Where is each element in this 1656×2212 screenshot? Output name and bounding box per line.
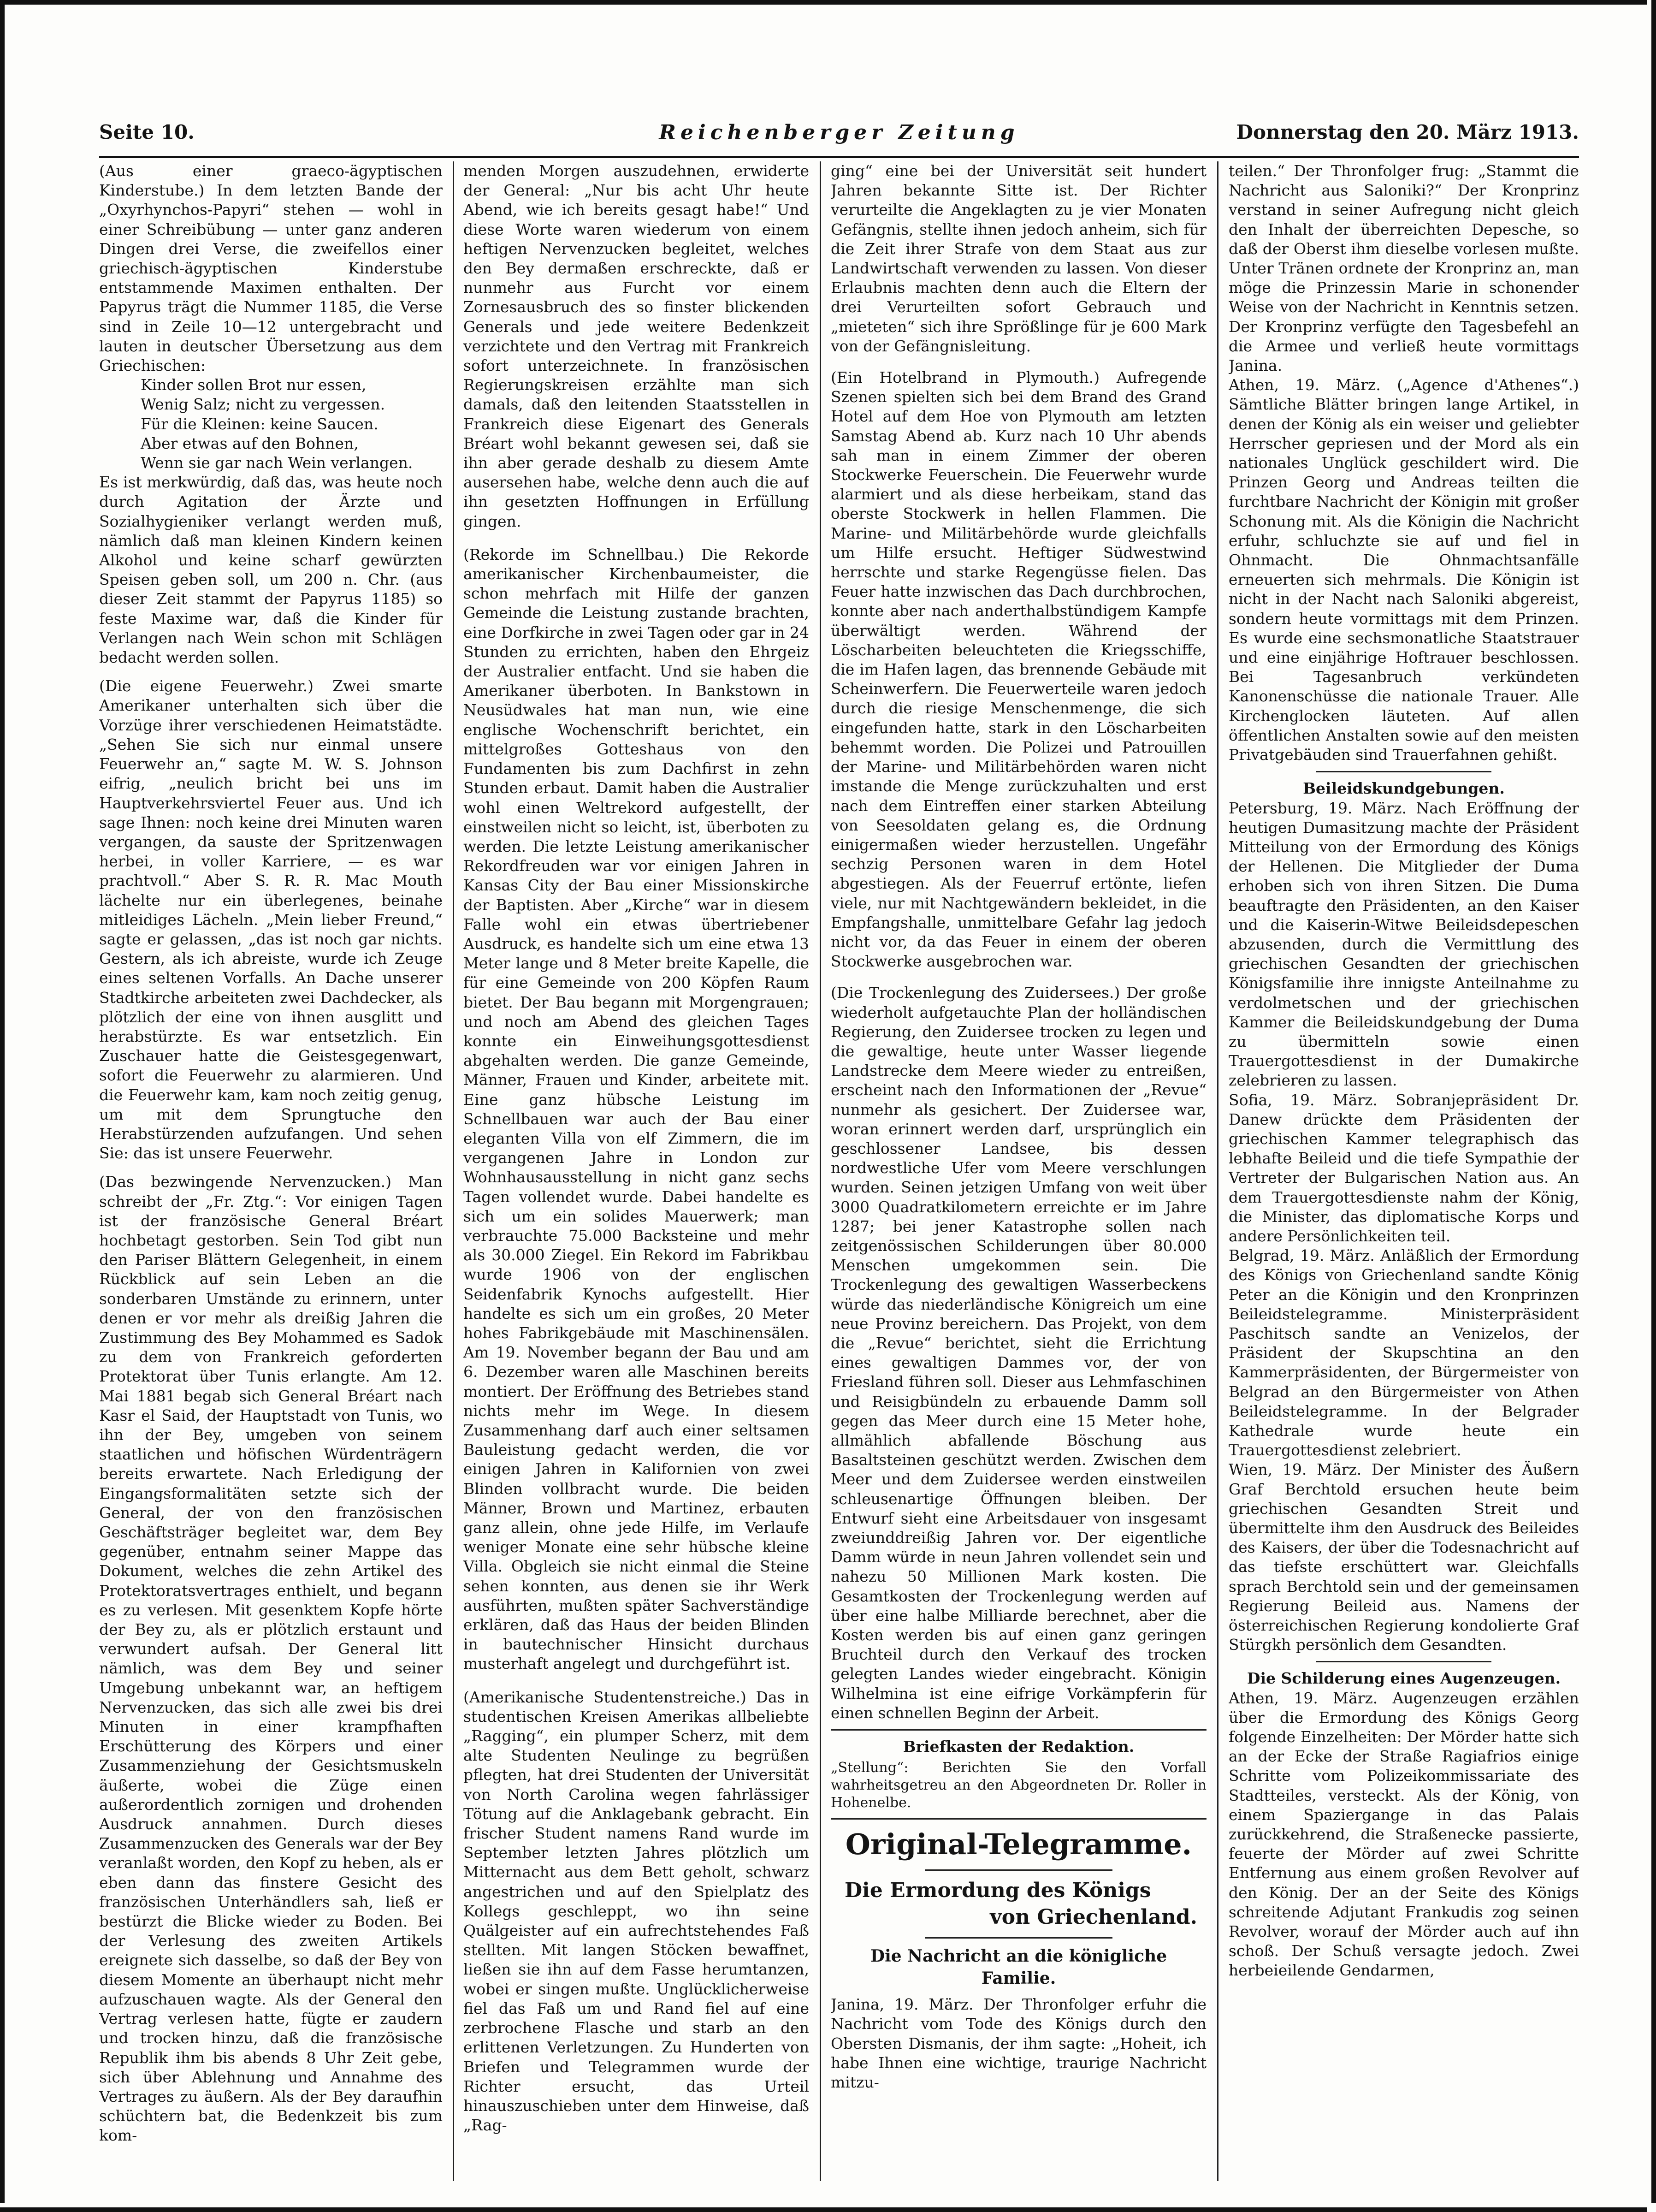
headline-line-1: Die Ermordung des Königs [845,1879,1151,1903]
beileid-heading: Beileidskundgebungen. [1303,779,1505,798]
page-header [99,121,1579,153]
telegram-belgrad: Belgrad, 19. März. Anläßlich der Ermordung des Königs von Griechenland sandte König Peter an die Königin und den Kronprinzen Beileidstelegramme. Ministerpräsident Paschitsch sandte an Venizelos, der Präsident der Skupschtina an den Kammerpräsidenten, der Bürgermeister von Belgrad an den Bürgermeister von Athen Beileidstelegramme. In der Belgrader Kathedrale wurde heute ein Trauergottesdienst zelebriert. [1229,1246,1579,1459]
poem-line: Wenig Salz; nicht zu vergessen. [141,395,385,414]
augenzeuge-heading: Die Schilderung eines Augenzeugen. [1247,1669,1561,1688]
article-feuerwehr: (Die eigene Feuerwehr.) Zwei smarte Amerikaner unterhalten sich über die Vorzüge ihrer verschiedenen Heimatstädte. „Sehen Sie sich nur einmal unsere Feuerwehr an,“ sagte M. W. S. Johnson eifrig, „neulich bricht bei uns im Hauptverkehrsviertel Feuer aus. Und ich sage Ihnen: noch keine drei Minuten waren vergangen, da sauste der Spritzenwagen herbei, in voller Karriere, — es war prachtvoll.“ Aber S. R. R. Mac Mouth lächelte nur ein überlegenes, beinahe mitleidiges Lächeln. „Mein lieber Freund,“ sagte er gelassen, „das ist noch gar nichts. Gestern, als ich abreiste, wurde ich Zeuge eines seltenen Vorfalls. An Dache unserer Stadtkirche arbeiteten zwei Dachdecker, als plötzlich der eine von ihnen ausglitt und herabstürzte. Es war entsetzlich. Ein Zuschauer hatte die Geistesgegenwart, sofort die Feuerwehr zu alarmieren. Und die Feuerwehr kam, kam noch zeitig genug, um mit dem Sprungtuche den Herabstürzenden aufzufangen. Und sehen Sie: das ist unsere Feuerwehr. [99,677,443,1162]
section-rule [1316,1661,1491,1662]
poem-line: Aber etwas auf den Bohnen, [141,434,359,452]
page-border-right [1651,0,1656,2203]
headline-line-2: von Griechenland. [990,1905,1197,1929]
column-separator [453,161,454,2181]
telegram-augenzeuge: Athen, 19. März. Augenzeugen erzählen über die Ermordung des Königs Georg folgende Einzelheiten: Der Mörder hatte sich an der Ecke der Straße Ragiafrios einige Schritte vom Polizeikommissariate des Stadtteiles, versteckt. Als der König, von einem Spaziergange in das Palais zurückkehrend, die Straßenecke passierte, feuerte der Mörder auf zwei Schritte Entfernung aus einem großen Revolver auf den König. Der an der Seite des Königs schreitende Adjutant Frankudis zog seinen Revolver, worauf der Mörder auch auf ihn schoß. Der Schuß versagte jedoch. Zwei herbeieilende Gendarmen, [1229,1689,1579,1980]
article-zuidersee: (Die Trockenlegung des Zuidersees.) Der große wiederholt aufgetauchte Plan der holländischen Regierung, den Zuidersee trocken zu legen und die gewaltige, heute unter Wasser liegende Landstrecke dem Meere wieder zu entreißen, erscheint nach den Informationen der „Revue“ nunmehr als gesichert. Der Zuidersee war, woran erinnert werden darf, ursprünglich ein geschlossener Landsee, bis dessen nordwestliche Ufer vom Meere verschlungen wurden. Seinen jetzigen Umfang von weit über 3000 Quadratkilometern erreichte er im Jahre 1287; bei jener Katastrophe sollen nach zeitgenössischen Schilderungen über 80.000 Menschen umgekommen sein. Die Trockenlegung des gewaltigen Wasserbeckens würde das niederländische Königreich um eine neue Provinz bereichern. Das Projekt, von dem die „Revue“ berichtet, sieht die Errichtung eines gewaltigen Dammes vor, der von Friesland führen soll. Dieser aus Lehmfaschinen und Reisigbündeln zu erbauende Damm soll gegen das Meer durch eine 15 Meter hohe, allmählich abfallende Böschung aus Basaltsteinen geschützt werden. Zwischen dem Meer und dem Zuidersee werden einstweilen schleusenartige Öffnungen bleiben. Der Entwurf sieht eine Arbeitsdauer von insgesamt zweiunddreißig Jahren vor. Der eigentliche Damm würde in neun Jahren vollendet sein und nahezu 50 Millionen Mark kosten. Die Gesamtkosten der Trockenlegung werden auf über eine halbe Milliarde berechnet, aber die Kosten werden bis auf einen ganz geringen Bruchteil durch den Verkauf des trocken gelegten Landes wieder eingebracht. Königin Wilhelmina ist eine eifrige Vorkämpferin für einen schnellen Beginn der Arbeit. [831,984,1207,1722]
telegram-sofia: Sofia, 19. März. Sobranjepräsident Dr. Danew drückte dem Präsidenten der griechischen Kammer telegraphisch das lebhafte Beileid und die tiefe Sympathie der Vertreter der Bulgarischen Nation aus. An dem Trauergottesdienste nahm der König, die Minister, das diplomatische Korps und andere Persönlichkeiten teil. [1229,1091,1579,1245]
article-schnellbau: (Rekorde im Schnellbau.) Die Rekorde amerikanischer Kirchenbaumeister, die schon mehrfach mit Hilfe der ganzen Gemeinde die Leistung zustande brachten, eine Dorfkirche in zwei Tagen oder gar in 24 Stunden zu errichten, haben den Ehrgeiz der Australier entfacht. Und sie haben die Amerikaner überboten. In Bankstown in Neusüdwales hat man nun, wie eine englische Wochenschrift berichtet, ein mittelgroßes Gotteshaus von den Fundamenten bis zum Dachfirst in zehn Stunden erbaut. Damit haben die Australier wohl einen Weltrekord aufgestellt, der einstweilen nicht so leicht, ist, überboten zu werden. Die letzte Leistung amerikanischer Rekordfreuden war vor einigen Jahren in Kansas City der Bau einer Missionskirche der Baptisten. Aber „Kirche“ war in diesem Falle wohl ein etwas übertriebener Ausdruck, es handelte sich um eine etwa 13 Meter lange und 8 Meter breite Kapelle, die für eine Gemeinde von 200 Köpfen Raum bietet. Der Bau begann mit Morgengrauen; und noch am Abend des gleichen Tages konnte ein Einweihungsgottesdienst abgehalten werden. Die ganze Gemeinde, Männer, Frauen und Kinder, arbeitete mit. Eine ganz hübsche Leistung im Schnellbauen war auch der Bau einer eleganten Villa von elf Zimmern, die im vergangenen Jahre in London zur Wohnhausausstellung in nicht ganz sechs Tagen vollendet wurde. Dabei handelte es sich um ein solides Mauerwerk; man verbrauchte 75.000 Backsteine und mehr als 30.000 Ziegel. Ein Rekord im Fabrikbau wurde 1906 von der englischen Seidenfabrik Kynochs aufgestellt. Hier handelte es sich um ein großes, 20 Meter hohes Fabrikgebäude mit Maschinensälen. Am 19. November begann der Bau und am 6. Dezember waren alle Maschinen bereits montiert. Der Eröffnung des Betriebes stand nichts mehr im Wege. In diesem Zusammenhang darf auch einer seltsamen Bauleistung gedacht werden, die vor einigen Jahren in Kalifornien von zwei Blinden vollbracht wurde. Die beiden Männer, Brown und Martinez, erbauten ganz allein, ohne jede Hilfe, im Verlaufe weniger Monate eine sehr hübsche kleine Villa. Obgleich sie nicht einmal die Steine sehen konnten, aus denen sie ihr Werk ausführten, mußten später Sachverständige erklären, daß das Haus der beiden Blinden in bautechnischer Hinsicht durchaus musterhaft angelegt und durchgeführt ist. [463,545,809,1673]
article-continuation: menden Morgen auszudehnen, erwiderte der General: „Nur bis acht Uhr heute Abend, wie ich bereits gesagt habe!“ Und diese Worte waren wiederum von einem heftigen Nervenzucken begleitet, welches den Bey dermaßen erschreckte, daß er nunmehr aus Furcht vor einem Zornesausbruch des so finster blickenden Generals und jede weitere Bedenkzeit verzichtete und den Vertrag mit Frankreich sofort unterzeichnete. In französischen Regierungskreisen erzählte man sich damals, daß den leitenden Staatsstellen in Frankreich diese Eigenart des Generals Bréart wohl bekannt gewesen sei, daß sie ihn aber gerade deshalb zu diesem Amte ausersehen habe, welche denn auch die auf ihn gesetzten Hoffnungen in Erfüllung gingen. [463,162,809,530]
masthead: Reichenberger Zeitung [659,121,1019,144]
telegramme-title: Original-Telegramme. [845,1827,1192,1862]
poem-line: Wenn sie gar nach Wein verlangen. [141,454,413,472]
page-number: Seite 10. [99,121,195,143]
telegram-athen: Athen, 19. März. („Agence d'Athenes“.) Sämtliche Blätter bringen lange Artikel, in denen der König als ein weiser und geliebter Herrscher gepriesen und der Mord als ein nationales Unglück geschildert wird. Die Prinzen Georg und Andreas teilten die furchtbare Nachricht der Königin mit großer Schonung mit. Als die Königin die Nachricht erfuhr, schluchzte sie auf und fiel in Ohnmacht. Die Ohnmachtsanfälle erneuerten sich mehrmals. Die Königin ist nicht in der Nacht nach Saloniki abgereist, sondern heute vormittags mit dem Prinzen. Es wurde eine sechsmonatliche Staatstrauer und eine einjährige Hoftrauer beschlossen. Bei Tagesanbruch verkündeten Kanonenschüsse die nationale Trauer. Alle Kirchenglocken läuteten. Auf allen öffentlichen Anstalten sowie auf den meisten Privatgebäuden sind Trauerfahnen gehißt. [1229,376,1579,764]
column-3 [831,161,1207,2181]
article-studentenstreiche: (Amerikanische Studentenstreiche.) Das in studentischen Kreisen Amerikas allbeliebte „Ragging“, ein plumper Scherz, mit dem alte Studenten Neulinge zu begrüßen pflegten, hat drei Studenten der Universität von North Carolina wegen fahrlässiger Tötung auf die Anklagebank gebracht. Ein frischer Student namens Rand wurde im September letzten Jahres plötzlich um Mitternacht aus dem Bett geholt, schwarz angestrichen und auf den Spielplatz des Kollegs geschleppt, wo ihn seine Quälgeister auf ein aufrechtstehendes Faß stellten. Mit langen Stöcken bewaffnet, ließen sie ihn auf dem Fasse herumtanzen, wobei er singen mußte. Unglücklicherweise fiel das Faß um und Rand fiel auf eine zerbrochene Flasche und starb an den erlittenen Verletzungen. Zu Hunderten von Briefen und Telegrammen wurde der Richter ersucht, das Urteil hinauszuschieben unter dem Hinweise, daß „Rag- [463,1688,809,2135]
column-separator [820,161,821,2181]
telegramme-subhead: Die Nachricht an die königliche Familie. [870,1946,1167,1988]
header-rule [99,156,1579,158]
article-continuation: ging“ eine bei der Universität seit hundert Jahren bekannte Sitte ist. Der Richter verurteilte die Angeklagten zu je vier Monaten Gefängnis, stellte ihnen jedoch anheim, sich für die Zeit ihrer Strafe von dem Staat aus zur Landwirtschaft verwenden zu lassen. Von dieser Erlaubnis machten denn auch die Eltern der drei Verurteilten sofort Gebrauch und „mieteten“ sich ihre Sprößlinge für je 600 Mark von der Gefängnisleitung. [831,162,1207,355]
briefkasten-text: „Stellung“: Berichten Sie den Vorfall wahrheitsgetreu an den Abgeordneten Dr. Roller in Hohenelbe. [831,1760,1207,1811]
section-rule [831,1818,1207,1820]
title-rule [925,1869,1113,1871]
column-4 [1229,161,1579,2181]
page-border-left [0,0,5,2203]
briefkasten-heading: Briefkasten der Redaktion. [903,1738,1135,1756]
column-2 [463,161,809,2181]
telegram-petersburg: Petersburg, 19. März. Nach Eröffnung der heutigen Dumasitzung machte der Präsident Mitteilung von der Ermordung des Königs der Hellenen. Die Mitglieder der Duma erhoben sich von ihren Sitzen. Die Duma beauftragte den Präsidenten, an den Kaiser und die Kaiserin-Witwe Beileidsdepeschen abzusenden, durch die Vermittlung des griechischen Gesandten der griechischen Königsfamilie ihre innigste Anteilnahme zu verdolmetschen und der griechischen Kammer die Beileidskundgebung der Duma zu übermitteln sowie einen Trauergottesdienst in der Dumakirche zelebrieren zu lassen. [1229,799,1579,1090]
poem-line: Kinder sollen Brot nur essen, [141,376,367,394]
dateline: Donnerstag den 20. März 1913. [1236,121,1579,143]
telegram-wien: Wien, 19. März. Der Minister des Äußern Graf Berchtold ersuchen heute beim griechischen Gesandten Streit und übermittelte ihm den Ausdruck des Beileides des Kaisers, der über die Todesnachricht auf das tiefste erschüttert war. Gleichfalls sprach Berchtold sein und der gemeinsamen Regierung Beileid aus. Namens der österreichischen Regierung kondolierte Graf Stürgkh persönlich dem Gesandten. [1229,1460,1579,1654]
section-rule [831,1729,1207,1731]
column-1 [99,161,443,2181]
section-rule [1316,771,1491,772]
telegramme-headline [831,1877,1207,1931]
article-nervenzucken: (Das bezwingende Nervenzucken.) Man schreibt der „Fr. Ztg.“: Vor einigen Tagen ist der französische General Bréart hochbetagt gestorben. Sein Tod gibt nun den Pariser Blättern Gelegenheit, in einem Rückblick auf sein Leben an die sonderbaren Umstände zu erinnern, unter denen er vor mehr als dreißig Jahren die Zustimmung des Bey Mohammed es Sadok zu dem von Frankreich geforderten Protektorat über Tunis erlangte. Am 12. Mai 1881 begab sich General Bréart nach Kasr el Said, der Hauptstadt von Tunis, wo ihn der Bey, umgeben von seinem staatlichen und höfischen Würdenträgern bereits erwartete. Nach Erledigung der Eingangsformalitäten setzte sich der General, der von den französischen Geschäftsträger begleitet war, dem Bey gegenüber, entnahm seiner Mappe das Dokument, welches die zehn Artikel des Protektoratsvertrages enthielt, und begann es zu verlesen. Mit gesenktem Kopfe hörte der Bey zu, als er plötzlich erstaunt und verwundert aufsah. Der General litt nämlich, was dem Bey und seiner Umgebung unbekannt war, an heftigem Nervenzucken, das sich alle zwei bis drei Minuten in einer krampfhaften Erschütterung des Körpers und einer Zusammenziehung der Gesichtsmuskeln äußerte, wobei die Züge einen außerordentlich zornigen und drohenden Ausdruck annahmen. Durch dieses Zusammenzucken des Generals war der Bey veranlaßt worden, den Kopf zu heben, als er eben dann das finstere Gesicht des französischen Unterhändlers sah, ließ er bestürzt die Blicke wieder zu Boden. Bei der Verlesung des zweiten Artikels ereignete sich dasselbe, so daß der Bey von diesem Momente an überhaupt nicht mehr aufzuschauen wagte. Als der General den Vertrag verlesen hatte, fügte er zaudern und trocken hinzu, daß die französische Republik ihm bis abends 8 Uhr Zeit gebe, sich über Ablehnung und Annahme des Vertrages zu äußern. Als der Bey daraufhin schüchtern bat, die Bedenkzeit bis zum kom- [99,1173,443,2145]
page-border-bottom [0,2207,1647,2212]
column-separator [1217,161,1218,2181]
title-rule [925,1937,1113,1939]
article-hotelbrand: (Ein Hotelbrand in Plymouth.) Aufregende Szenen spielten sich bei dem Brand des Grand Hotel auf dem Hoe von Plymouth am letzten Samstag Abend ab. Kurz nach 10 Uhr abends sah man in einem Zimmer der oberen Stockwerke Feuerschein. Die Feuerwehr wurde alarmiert und als diese herbeikam, stand das oberste Stockwerk in hellen Flammen. Die Marine- und Militärbehörde wurde gleichfalls um Hilfe ersucht. Heftiger Südwestwind herrschte und starke Regengüsse fielen. Das Feuer hatte inzwischen das Dach durchbrochen, konnte aber nach anderthalbstündigem Kampfe überwältigt werden. Während der Löscharbeiten beleuchteten die Kriegsschiffe, die im Hafen lagen, das brennende Gebäude mit Scheinwerfern. Die Feuerwerteile waren jedoch durch die riesige Menschenmenge, die sich eingefunden hatte, stark in den Löscharbeiten behemmt worden. Die Polizei und Patrouillen der Marine- und Militärbehörden waren nicht imstande die Menge zurückzuhalten und erst nach dem Eintreffen einer starken Abteilung von Seesoldaten gelang es, die Ordnung einigermaßen wieder herzustellen. Ungefähr sechzig Personen waren in dem Hotel abgestiegen. Als der Feuerruf ertönte, liefen viele, nur mit Nachtgewändern bekleidet, in die Empfangshalle, unmittelbare Gefahr lag jedoch nicht vor, da das Feuer in einem der oberen Stockwerke ausgebrochen war. [831,368,1207,971]
article-paragraph: Es ist merkwürdig, daß das, was heute noch durch Agitation der Ärzte und Sozialhygieniker verlangt werden muß, nämlich daß man kleinen Kindern keinen Alkohol und keine scharf gewürzten Speisen geben soll, um 200 n. Chr. (aus dieser Zeit stammt der Papyrus 1185) so feste Maxime war, daß die Kinder für Verlangen nach Wein schon mit Schlägen bedacht werden sollen. [99,473,443,667]
poem-line: Für die Kleinen: keine Saucen. [141,415,379,433]
page-border-top [0,0,1647,5]
telegramme-text: Janina, 19. März. Der Thronfolger erfuhr die Nachricht vom Tode des Königs durch den Obersten Dismanis, der ihm sagte: „Hoheit, ich habe Ihnen eine wichtige, traurige Nachricht mitzu- [831,1995,1207,2092]
telegramme-continuation: teilen.“ Der Thronfolger frug: „Stammt die Nachricht aus Saloniki?“ Der Kronprinz verstand in seiner Aufregung nicht gleich den Inhalt der überreichten Depesche, so daß der Oberst ihm dieselbe vorlesen mußte. Unter Tränen ordnete der Kronprinz an, man möge die Prinzessin Marie in schonender Weise von der Nachricht in Kenntnis setzen. Der Kronprinz verfügte den Tagesbefehl an die Armee und verließ heute vormittags Janina. [1229,162,1579,375]
article-kinderstube: (Aus einer graeco-ägyptischen Kinderstube.) In dem letzten Bande der „Oxyrhynchos-Papyri“ stehen — wohl in einer Schreibübung — unter ganz anderen Dingen drei Verse, die zweifellos einer griechisch-ägyptischen Kinderstube entstammende Maximen enthalten. Der Papyrus trägt die Nummer 1185, die Verse sind in Zeile 10—12 untergebracht und lauten in deutscher Übersetzung aus dem Griechischen: [99,162,443,375]
